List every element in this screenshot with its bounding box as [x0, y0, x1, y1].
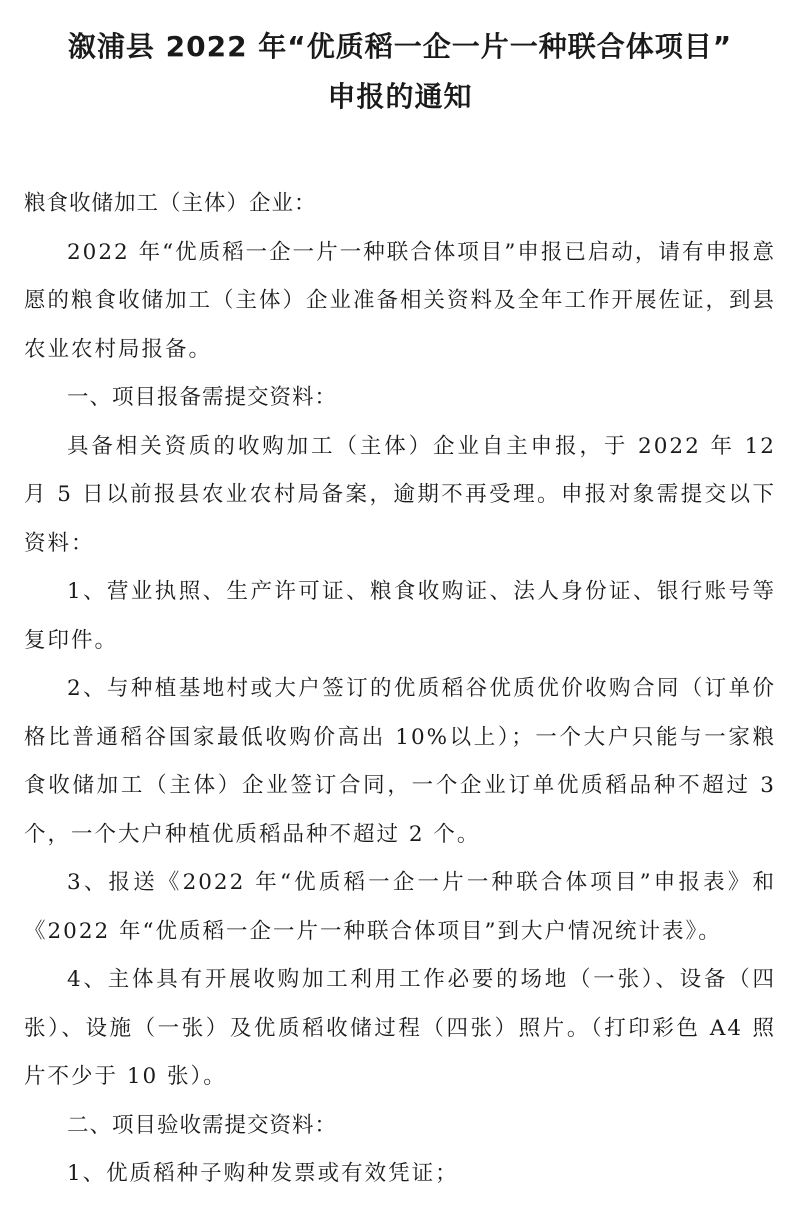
section-2-item-1: 1、优质稻种子购种发票或有效凭证； — [67, 1161, 459, 1186]
section-1-heading: 一、项目报备需提交资料： — [67, 385, 338, 410]
section-1-item-2: 2、与种植基地村或大户签订的优质稻谷优质优价收购合同（订单价格比普通稻谷国家最低收购价高出 10%以上）；一个大户只能与一家粮食收储加工（主体）企业签订合同，一个企业订单优质稻品种不超过 3 个，一个大户种植优质稻品种不超过 2 个。 — [24, 676, 776, 847]
section-2-heading: 二、项目验收需提交资料： — [67, 1112, 338, 1138]
salutation: 粮食收储加工（主体）企业： — [24, 191, 317, 216]
section-1-item-3: 3、报送《2022 年“优质稻一企一片一种联合体项目”申报表》和《2022 年“优质稻一企一片一种联合体项目”到大户情况统计表》。 — [24, 870, 776, 944]
title-line-1: 溆浦县 2022 年“优质稻一企一片一种联合体项目” — [67, 30, 733, 63]
title-line-2: 申报的通知 — [327, 80, 473, 113]
section-1-intro: 具备相关资质的收购加工（主体）企业自主申报，于 2022 年 12 月 5 日以前报县农业农村局备案，逾期不再受理。申报对象需提交以下资料： — [24, 433, 776, 556]
intro-paragraph: 2022 年“优质稻一企一片一种联合体项目”申报已启动，请有申报意愿的粮食收储加工（主体）企业准备相关资料及全年工作开展佐证，到县农业农村局报备。 — [24, 239, 777, 362]
title-spacer — [24, 122, 776, 180]
document-title — [24, 22, 776, 122]
section-1-item-1: 1、营业执照、生产许可证、粮食收购证、法人身份证、银行账号等复印件。 — [24, 579, 776, 653]
section-1-item-4: 4、主体具有开展收购加工利用工作必要的场地（一张）、设备（四张）、设施（一张）及优质稻收储过程（四张）照片。（打印彩色 A4 照片不少于 10 张）。 — [24, 967, 776, 1089]
